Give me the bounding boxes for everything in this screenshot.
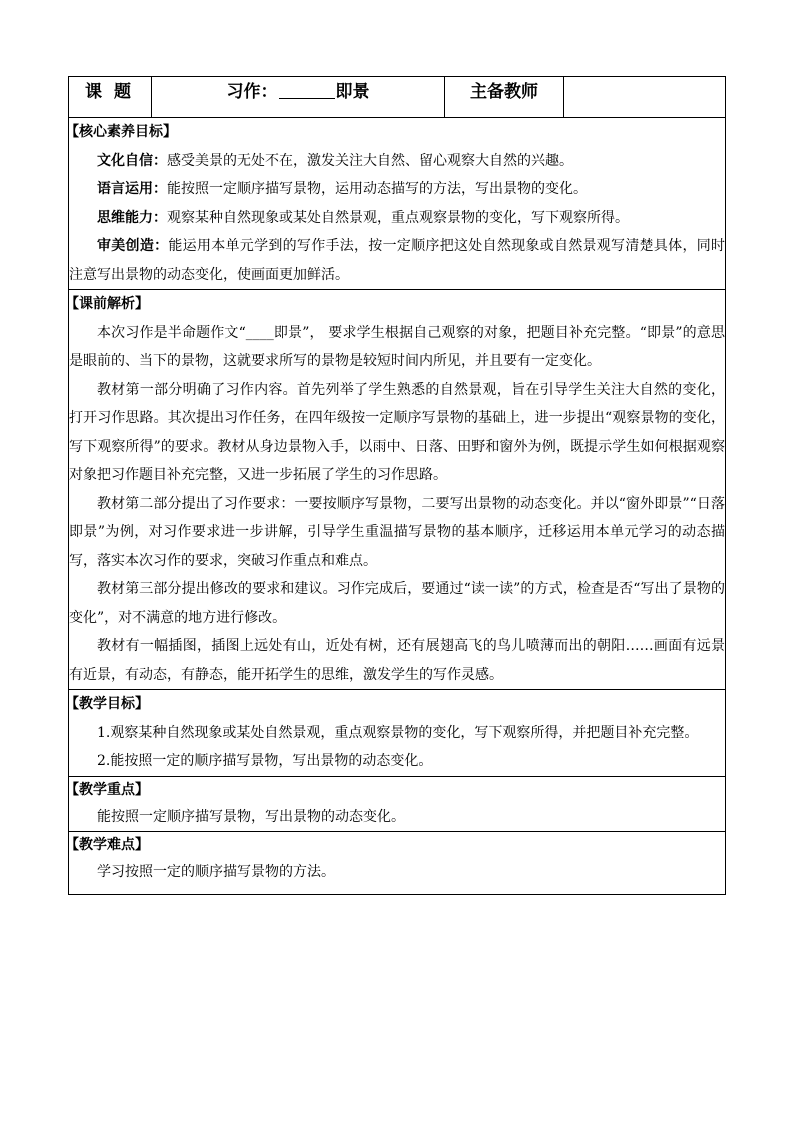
header-row bbox=[69, 77, 726, 118]
core-goals-heading: 【核心素养目标】 bbox=[65, 124, 177, 140]
core-goals-section bbox=[65, 118, 726, 290]
topic-label: 课题 bbox=[69, 77, 152, 118]
core-goal-item bbox=[69, 232, 725, 289]
teacher-label: 主备教师 bbox=[445, 77, 564, 118]
teacher-value bbox=[564, 77, 726, 118]
analysis-paragraph: 本次习作是半命题作文“____即景”， 要求学生根据自己观察的对象，把题目补充完整。“即景”的意思是眼前的、当下的景物，这就要求所写的景物是较短时间内所见，并且要有一定变化。 bbox=[69, 324, 725, 369]
teaching-goals-row bbox=[69, 690, 726, 777]
core-goal-text: 观察某种自然现象或某处自然景观，重点观察景物的变化，写下观察所得。 bbox=[167, 209, 629, 226]
core-goals-row bbox=[69, 118, 726, 290]
teaching-goal-item: 1.观察某种自然现象或某处自然景观，重点观察景物的变化，写下观察所得，并把题目补充完整。 bbox=[97, 724, 699, 741]
key-points-heading: 【教学重点】 bbox=[65, 781, 149, 798]
analysis-paragraph: 教材第一部分明确了习作内容。首先列举了学生熟悉的自然景观，旨在引导学生关注大自然的变化，打开习作思路。其次提出习作任务，在四年级按一定顺序写景物的基础上，进一步提出“观察景物的变化，写下观察所得”的要求。教材从身边景物入手，以雨中、日落、田野和窗外为例，既提示学生如何根据观察对象把习作题目补充完整，又进一步拓展了学生的习作思路。 bbox=[69, 381, 725, 483]
core-goal-text: 能运用本单元学到的写作手法，按一定顺序把这处自然现象或自然景观写清楚具体，同时注意写出景物的动态变化，使画面更加鲜活。 bbox=[69, 238, 726, 283]
title-prefix: 习作： bbox=[226, 82, 278, 102]
core-goal-label: 思维能力： bbox=[97, 209, 167, 226]
analysis-paragraph: 教材有一幅插图，插图上远处有山，近处有树，还有展翅高飞的鸟儿喷薄而出的朝阳……画面有远景有近景，有动态，有静态，能开拓学生的思维，激发学生的写作灵感。 bbox=[69, 638, 725, 683]
analysis-paragraph: 教材第三部分提出修改的要求和建议。习作完成后，要通过“读一读”的方式，检查是否“写出了景物的变化”，对不满意的地方进行修改。 bbox=[69, 581, 725, 626]
core-goal-item bbox=[69, 147, 725, 176]
core-goal-label: 文化自信： bbox=[97, 152, 167, 169]
core-goal-label: 语言运用： bbox=[97, 181, 167, 197]
lesson-plan-page bbox=[65, 76, 726, 895]
teaching-goal-item: 2.能按照一定的顺序描写景物，写出景物的动态变化。 bbox=[97, 753, 433, 769]
key-points-section bbox=[65, 776, 726, 831]
analysis-row bbox=[69, 290, 726, 690]
analysis-section bbox=[65, 290, 726, 690]
lesson-title bbox=[152, 77, 445, 118]
lesson-plan-table bbox=[65, 76, 726, 895]
difficulties-text: 学习按照一定的顺序描写景物的方法。 bbox=[97, 863, 335, 880]
core-goal-label: 审美创造： bbox=[97, 238, 169, 254]
teaching-goals-heading: 【教学目标】 bbox=[65, 696, 149, 712]
core-goal-text: 感受美景的无处不在，激发关注大自然、留心观察大自然的兴趣。 bbox=[167, 152, 573, 169]
difficulties-row bbox=[69, 831, 726, 894]
core-goal-text: 能按照一定顺序描写景物，运用动态描写的方法，写出景物的变化。 bbox=[167, 181, 587, 197]
core-goal-item bbox=[69, 204, 725, 233]
difficulties-heading: 【教学难点】 bbox=[65, 836, 149, 853]
analysis-heading: 【课前解析】 bbox=[65, 296, 149, 312]
difficulties-section bbox=[65, 831, 726, 894]
title-blank bbox=[279, 81, 335, 99]
key-points-text: 能按照一定顺序描写景物，写出景物的动态变化。 bbox=[97, 808, 405, 825]
teaching-goals-section bbox=[65, 690, 726, 777]
core-goal-item bbox=[69, 175, 725, 204]
key-points-row bbox=[69, 776, 726, 831]
title-suffix: 即景 bbox=[335, 82, 370, 102]
analysis-paragraph: 教材第二部分提出了习作要求：一要按顺序写景物，二要写出景物的动态变化。并以“窗外即景”“日落即景”为例，对习作要求进一步讲解，引导学生重温描写景物的基本顺序，迁移运用本单元学习的动态描写，落实本次习作的要求，突破习作重点和难点。 bbox=[69, 495, 725, 569]
